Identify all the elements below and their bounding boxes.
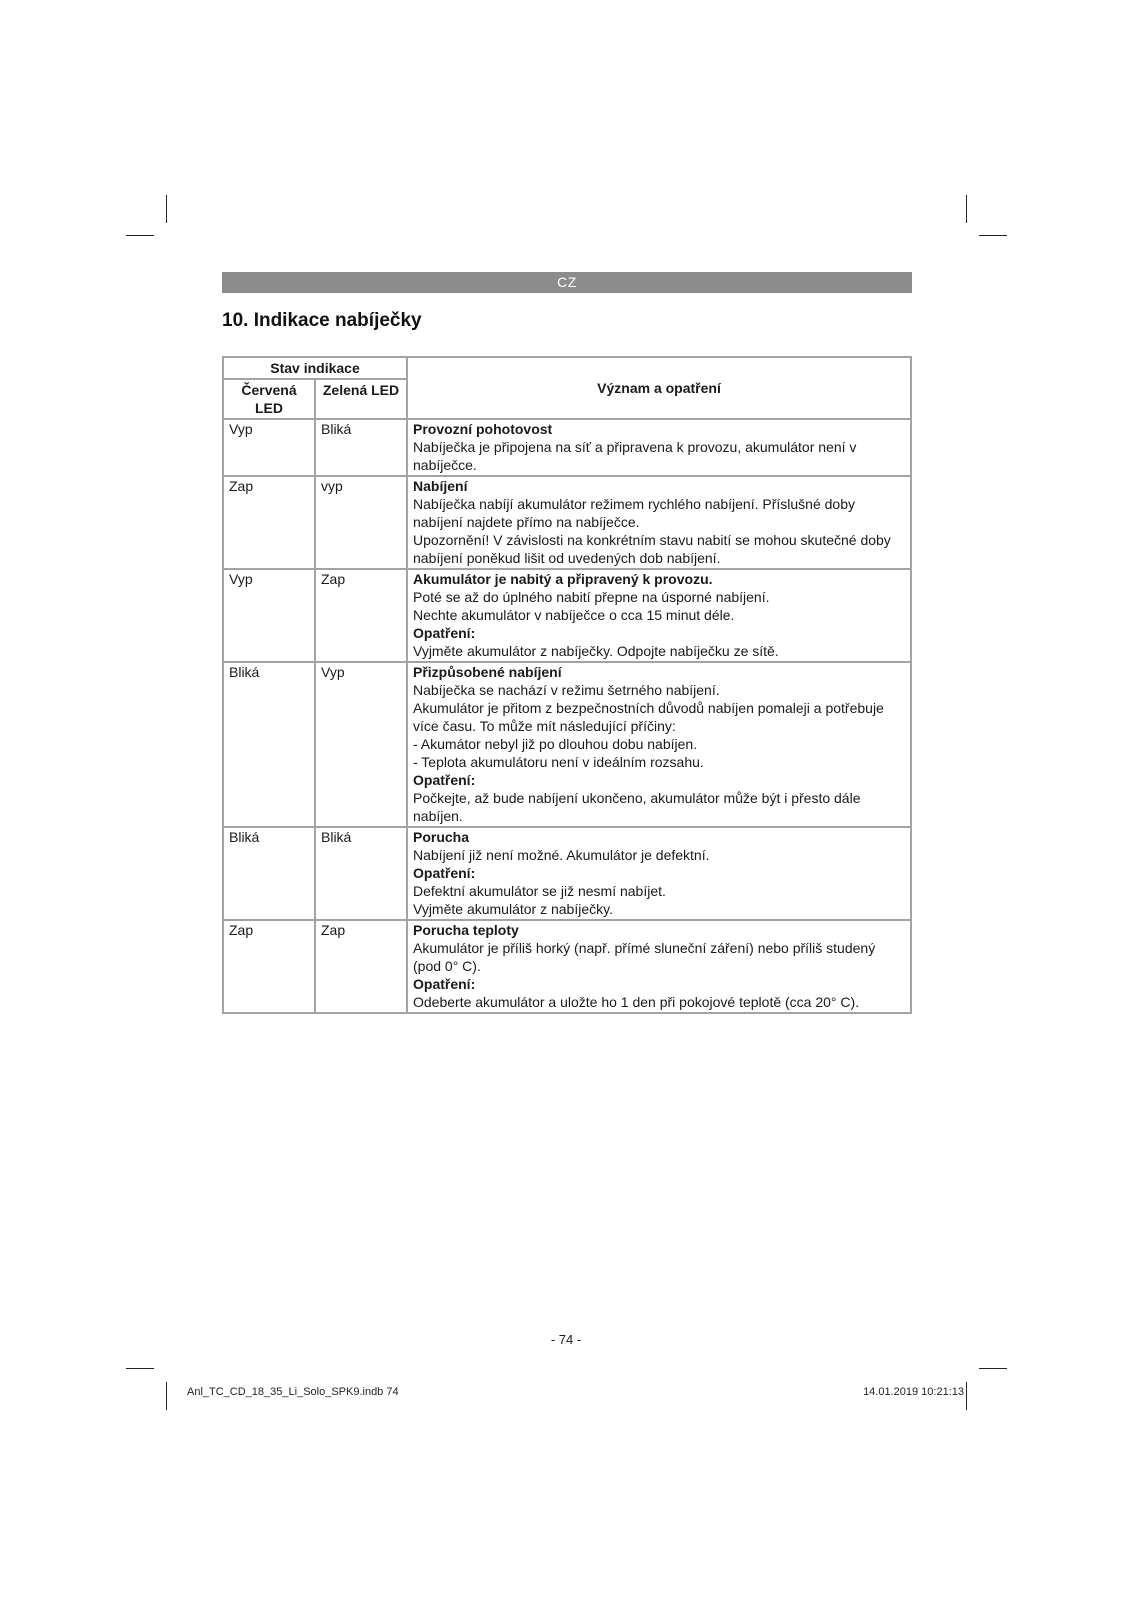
meaning-cell (407, 827, 911, 920)
meaning-title: Přizpůsobené nabíjení (413, 664, 562, 680)
crop-mark (126, 1368, 154, 1369)
crop-mark (979, 235, 1007, 236)
red-led-state: Vyp (223, 419, 315, 476)
meaning-title: Porucha teploty (413, 922, 519, 938)
green-led-state: Bliká (315, 827, 407, 920)
meaning-text: Upozornění! V závislosti na konkrétním stavu nabití se mohou skutečné doby nabíjení poněkud lišit od uvedených dob nabíjení. (413, 532, 891, 566)
meaning-text: Nabíječka se nachází v režimu šetrného nabíjení. (413, 682, 720, 698)
crop-mark (126, 235, 154, 236)
meaning-action-label: Opatření: (413, 865, 476, 881)
page-number: - 74 - (550, 1332, 582, 1347)
meaning-title: Porucha (413, 829, 470, 845)
crop-mark (166, 195, 167, 223)
table-row (223, 662, 911, 827)
green-led-state: Vyp (315, 662, 407, 827)
meaning-text: Nabíjení již není možné. Akumulátor je defektní. (413, 847, 710, 863)
green-led-state: Zap (315, 920, 407, 1013)
meaning-title: Akumulátor je nabitý a připravený k provozu. (413, 571, 713, 587)
meaning-text: Akumulátor je přitom z bezpečnostních důvodů nabíjen pomaleji a potřebuje více času. To může mít následující příčiny: (413, 700, 884, 734)
group-header: Stav indikace (223, 357, 407, 379)
footer-file: Anl_TC_CD_18_35_Li_Solo_SPK9.indb 74 (187, 1386, 399, 1398)
meaning-text: Odeberte akumulátor a uložte ho 1 den při pokojové teplotě (cca 20° C). (413, 994, 860, 1010)
table-row (223, 476, 911, 569)
green-led-state: Bliká (315, 419, 407, 476)
meaning-text: Nabíječka nabíjí akumulátor režimem rychlého nabíjení. Příslušné doby nabíjení najdete přímo na nabíječce. (413, 496, 855, 530)
meaning-action-label: Opatření: (413, 772, 476, 788)
meaning-cell (407, 476, 911, 569)
meaning-title: Provozní pohotovost (413, 421, 553, 437)
meaning-title: Nabíjení (413, 478, 468, 494)
meaning-text: Poté se až do úplného nabití přepne na úsporné nabíjení. (413, 589, 770, 605)
section-title: 10. Indikace nabíječky (222, 310, 422, 331)
table-row (223, 827, 911, 920)
meaning-text: Nechte akumulátor v nabíječce o cca 15 minut déle. (413, 607, 735, 623)
indicator-table (222, 356, 912, 1014)
green-led-state: vyp (315, 476, 407, 569)
meaning-text: Počkejte, až bude nabíjení ukončeno, akumulátor může být i přesto dále nabíjen. (413, 790, 861, 824)
red-led-state: Bliká (223, 827, 315, 920)
red-led-state: Zap (223, 920, 315, 1013)
meaning-cell (407, 419, 911, 476)
red-led-state: Bliká (223, 662, 315, 827)
footer-timestamp: 14.01.2019 10:21:13 (863, 1386, 964, 1398)
table-row (223, 419, 911, 476)
crop-mark (966, 1382, 967, 1410)
red-led-header: Červená LED (223, 379, 315, 419)
meaning-cell (407, 662, 911, 827)
crop-mark (966, 195, 967, 223)
red-led-state: Zap (223, 476, 315, 569)
meaning-action-label: Opatření: (413, 625, 476, 641)
meaning-text: Vyjměte akumulátor z nabíječky. (413, 901, 613, 917)
meaning-action-label: Opatření: (413, 976, 476, 992)
meaning-text: Defektní akumulátor se již nesmí nabíjet. (413, 883, 666, 899)
meaning-cell (407, 569, 911, 662)
meaning-text: Akumulátor je příliš horký (např. přímé sluneční záření) nebo příliš studený (pod 0° C). (413, 940, 876, 974)
crop-mark (979, 1368, 1007, 1369)
meaning-text: Vyjměte akumulátor z nabíječky. Odpojte nabíječku ze sítě. (413, 643, 779, 659)
meaning-text: Nabíječka je připojena na síť a připravena k provozu, akumulátor není v nabíječce. (413, 439, 857, 473)
table-row (223, 920, 911, 1013)
table-body (223, 419, 911, 1013)
green-led-state: Zap (315, 569, 407, 662)
table-row (223, 569, 911, 662)
green-led-header: Zelená LED (315, 379, 407, 419)
red-led-state: Vyp (223, 569, 315, 662)
crop-mark (166, 1382, 167, 1410)
meaning-text: - Teplota akumulátoru není v ideálním rozsahu. (413, 754, 704, 770)
meaning-header: Význam a opatření (407, 357, 911, 419)
language-bar: CZ (222, 272, 912, 293)
meaning-cell (407, 920, 911, 1013)
meaning-text: - Akumátor nebyl již po dlouhou dobu nabíjen. (413, 736, 698, 752)
